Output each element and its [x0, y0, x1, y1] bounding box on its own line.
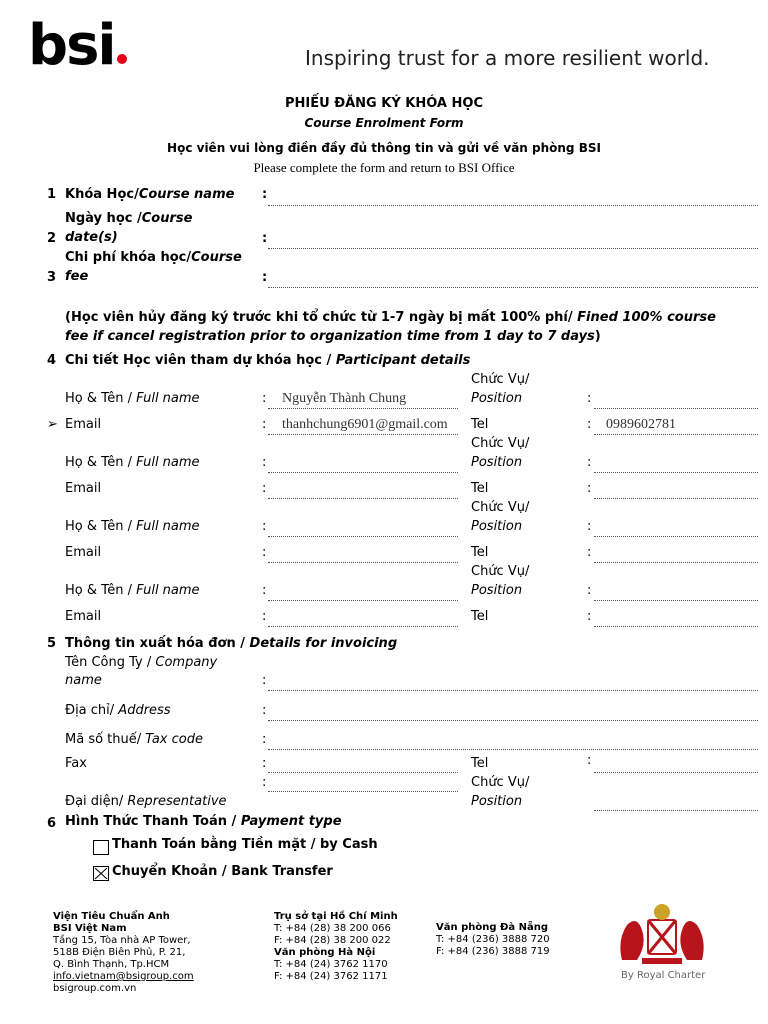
rep-position-field[interactable]	[594, 810, 758, 811]
full-name-field[interactable]	[268, 600, 458, 601]
colon: :	[262, 756, 267, 771]
instruction-en: Please complete the form and return to BSI Office	[253, 160, 515, 175]
colon: :	[262, 609, 267, 624]
email-label: Email	[65, 481, 102, 496]
tel-label: Tel	[471, 417, 489, 432]
royal-charter-crest-icon	[612, 900, 712, 970]
tel-label: Tel	[471, 481, 489, 496]
colon: :	[262, 187, 268, 202]
email-label: Email	[65, 609, 102, 624]
bank-transfer-checkbox[interactable]	[93, 866, 109, 881]
invoicing-heading: Thông tin xuất hóa đơn / Details for invoicing	[65, 636, 398, 651]
section-5-number: 5	[47, 636, 57, 651]
tel-field[interactable]	[594, 562, 758, 563]
section-6-number: 6	[47, 816, 57, 831]
colon: :	[587, 481, 592, 496]
rep-position-label-2: Position	[471, 794, 523, 809]
full-name-field[interactable]	[268, 472, 458, 473]
colon: :	[262, 583, 267, 598]
course-fee-field[interactable]	[268, 287, 758, 288]
email-link[interactable]: info.vietnam@bsigroup.com	[53, 971, 194, 982]
logo-dot	[117, 54, 127, 64]
position-label: Chức Vụ/	[471, 436, 530, 451]
course-name-label: Khóa Học/Course name	[65, 187, 235, 202]
position-field[interactable]	[594, 408, 758, 409]
colon: :	[587, 455, 592, 470]
course-fee-label-2: fee	[65, 269, 89, 284]
company-field[interactable]	[268, 690, 758, 691]
fax-field[interactable]	[268, 772, 458, 773]
bank-transfer-label: Chuyển Khoản / Bank Transfer	[112, 864, 333, 879]
footer-col-danang: Văn phòng Đà Nẵng T: +84 (236) 3888 720 F: +84 (236) 3888 719	[436, 922, 550, 957]
tax-code-label: Mã số thuế/ Tax code	[65, 732, 203, 747]
tel-label: Tel	[471, 545, 489, 560]
colon: :	[262, 775, 267, 790]
full-name-field[interactable]	[268, 536, 458, 537]
position-label-en: Position	[471, 583, 523, 598]
course-date-field[interactable]	[268, 248, 758, 249]
tel-field[interactable]	[594, 626, 758, 627]
rep-position-label: Chức Vụ/	[471, 775, 530, 790]
invoice-tel-field[interactable]	[594, 772, 758, 773]
address-label: Địa chỉ/ Address	[65, 703, 171, 718]
full-name-label: Họ & Tên / Full name	[65, 391, 200, 406]
colon: :	[587, 753, 592, 768]
position-label-en: Position	[471, 455, 523, 470]
position-field[interactable]	[594, 472, 758, 473]
representative-field[interactable]	[268, 791, 458, 792]
position-field[interactable]	[594, 600, 758, 601]
tel-value: 0989602781	[606, 417, 676, 432]
payment-heading: Hình Thức Thanh Toán / Payment type	[65, 814, 342, 829]
tel-field[interactable]	[594, 434, 758, 435]
position-label-en: Position	[471, 391, 523, 406]
position-label: Chức Vụ/	[471, 564, 530, 579]
colon: :	[262, 455, 267, 470]
colon: :	[262, 703, 267, 718]
bsi-logo: bsi	[28, 14, 127, 78]
tel-field[interactable]	[594, 498, 758, 499]
colon: :	[587, 417, 592, 432]
colon: :	[262, 481, 267, 496]
email-value: thanhchung6901@gmail.com	[282, 417, 448, 432]
position-label: Chức Vụ/	[471, 500, 530, 515]
form-title-vi: PHIẾU ĐĂNG KÝ KHÓA HỌC	[285, 96, 483, 111]
email-field[interactable]	[268, 626, 458, 627]
colon: :	[587, 609, 592, 624]
colon: :	[262, 545, 267, 560]
colon: :	[587, 583, 592, 598]
full-name-label: Họ & Tên / Full name	[65, 583, 200, 598]
course-fee-label: Chi phí khóa học/Course	[65, 250, 242, 265]
colon: :	[262, 673, 267, 688]
website-link[interactable]: bsigroup.com.vn	[53, 983, 137, 994]
position-field[interactable]	[594, 536, 758, 537]
company-label: Tên Công Ty / Company	[65, 655, 218, 670]
colon: :	[262, 231, 268, 246]
position-label-en: Position	[471, 519, 523, 534]
section-3-number: 3	[47, 270, 57, 285]
representative-label: Đại diện/ Representative	[65, 794, 227, 809]
full-name-label: Họ & Tên / Full name	[65, 519, 200, 534]
instruction-vi: Học viên vui lòng điền đầy đủ thông tin và gửi về văn phòng BSI	[167, 141, 601, 155]
colon: :	[262, 391, 267, 406]
colon: :	[262, 519, 267, 534]
company-label-2: name	[65, 673, 102, 688]
colon: :	[262, 270, 268, 285]
colon: :	[587, 545, 592, 560]
full-name-value: Nguyễn Thành Chung	[282, 391, 407, 406]
cash-checkbox[interactable]	[93, 840, 109, 855]
email-field[interactable]	[268, 434, 458, 435]
tel-label: Tel	[471, 609, 489, 624]
tax-code-field[interactable]	[268, 749, 758, 750]
section-2-number: 2	[47, 231, 57, 246]
footer-col-hcm-address: Viện Tiêu Chuẩn Anh BSI Việt Nam Tầng 15, Tòa nhà AP Tower, 518B Điện Biên Phủ, P. 21, Q. Bình Thạnh, Tp.HCM info.vietnam@bsigroup.com bsigroup.com.vn	[53, 911, 194, 994]
colon: :	[262, 732, 267, 747]
colon: :	[587, 519, 592, 534]
course-date-label-2: date(s)	[65, 230, 118, 245]
invoice-tel-label: Tel	[471, 756, 489, 771]
fax-label: Fax	[65, 756, 87, 771]
colon: :	[262, 417, 267, 432]
cancel-note-line2: fee if cancel registration prior to organization time from 1 day to 7 days)	[65, 329, 601, 344]
tagline: Inspiring trust for a more resilient world.	[305, 46, 710, 70]
full-name-field[interactable]	[268, 408, 458, 409]
participant-details-heading: Chi tiết Học viên tham dự khóa học / Participant details	[65, 353, 471, 368]
cancel-note-line1: (Học viên hủy đăng ký trước khi tổ chức từ 1-7 ngày bị mất 100% phí/ Fined 100% course	[65, 310, 716, 325]
section-1-number: 1	[47, 187, 57, 202]
course-name-field[interactable]	[268, 205, 758, 206]
email-field[interactable]	[268, 498, 458, 499]
footer-col-offices: Trụ sở tại Hồ Chí Minh T: +84 (28) 38 200 066 F: +84 (28) 38 200 022 Văn phòng Hà Nội T: +84 (24) 3762 1170 F: +84 (24) 3762 1171	[274, 911, 398, 982]
course-date-label: Ngày học /Course	[65, 211, 193, 226]
section-4-number: 4	[47, 353, 57, 368]
address-field[interactable]	[268, 720, 758, 721]
cash-label: Thanh Toán bằng Tiền mặt / by Cash	[112, 837, 378, 852]
checkbox-cross-icon	[94, 867, 108, 880]
bullet-arrow-icon: ➢	[47, 417, 58, 432]
email-field[interactable]	[268, 562, 458, 563]
email-label: Email	[65, 545, 102, 560]
position-label: Chức Vụ/	[471, 372, 530, 387]
email-label: Email	[65, 417, 102, 432]
colon: :	[587, 391, 592, 406]
royal-charter-label: By Royal Charter	[621, 970, 706, 981]
full-name-label: Họ & Tên / Full name	[65, 455, 200, 470]
form-title-en: Course Enrolment Form	[304, 116, 464, 130]
